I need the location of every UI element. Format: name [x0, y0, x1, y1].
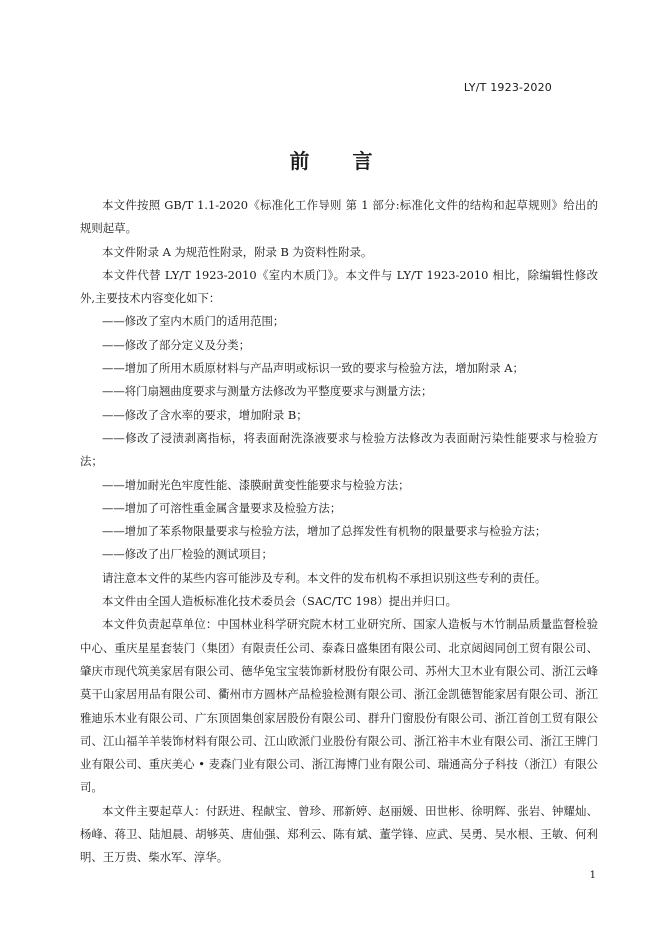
change-item: ——修改了出厂检验的测试项目； — [102, 547, 273, 562]
paragraph-drafters: 本文件主要起草人：付跃进、程献宝、曾珍、邢新婷、赵丽媛、田世彬、徐明辉、张岩、钟耀灿、杨峰、蒋卫、陆旭晨、胡够英、唐仙强、郑利云、陈有斌、董学锋、应武、吴勇、吴水根、王敏、何利明、王万贵、柴水军、淳华。 — [80, 803, 598, 865]
paragraph-replaces: 本文件代替 LY/T 1923-2010《室内木质门》。本文件与 LY/T 1923-2010 相比，除编辑性修改外,主要技术内容变化如下： — [80, 267, 598, 306]
paragraph-appendix: 本文件附录 A 为规范性附录，附录 B 为资料性附录。 — [102, 244, 373, 259]
paragraph-proposer: 本文件由全国人造板标准化技术委员会（SAC/TC 198）提出并归口。 — [102, 594, 458, 609]
page-number: 1 — [589, 870, 596, 881]
change-item: ——修改了浸渍剥离指标，将表面耐洗涤液要求与检验方法修改为表面耐污染性能要求与检验方法； — [80, 430, 598, 469]
change-item: ——将门扇翘曲度要求与测量方法修改为平整度要求与测量方法； — [102, 384, 433, 399]
paragraph-drafting-units: 本文件负责起草单位：中国林业科学研究院木材工业研究所、国家人造板与木竹制品质量监督检验中心、重庆星星套装门（集团）有限责任公司、泰森日盛集团有限公司、北京闼闼同创工贸有限公司、肇庆市现代筑美家居有限公司、德华兔宝宝装饰新材股份有限公司、苏州大卫木业有限公司、浙江云峰莫干山家居用品有限公司、衢州市方圆林产品检验检测有限公司、浙江金凯德智能家居有限公司、浙江雅迪乐木业有限公司、广东顶固集创家居股份有限公司、群升门窗股份有限公司、浙江首创工贸有限公司、江山福羊羊装饰材料有限公司、江山欧派门业股份有限公司、浙江裕丰木业有限公司、浙江王牌门业有限公司、重庆美心 • 麦森门业有限公司、浙江海博门业有限公司、瑞通高分子科技（浙江）有限公司。 — [80, 617, 598, 795]
page-title: 前 言 — [289, 149, 391, 173]
paragraph-patent-notice: 请注意本文件的某些内容可能涉及专利。本文件的发布机构不承担识别这些专利的责任。 — [102, 570, 547, 585]
change-item: ——增加了所用木质原材料与产品声明或标识一致的要求与检验方法，增加附录 A； — [102, 361, 524, 376]
change-item: ——修改了室内木质门的适用范围； — [102, 314, 285, 329]
change-item: ——修改了含水率的要求，增加附录 B； — [102, 407, 308, 422]
change-item: ——增加耐光色牢度性能、漆膜耐黄变性能要求与检验方法； — [102, 477, 410, 492]
foreword-body — [80, 194, 598, 870]
change-item: ——增加了苯系物限量要求与检验方法，增加了总挥发性有机物的限量要求与检验方法； — [102, 524, 547, 539]
change-item: ——增加了可溶性重金属含量要求及检验方法； — [102, 500, 342, 515]
paragraph-drafting-rules: 本文件按照 GB/T 1.1-2020《标准化工作导则 第 1 部分:标准化文件的结构和起草规则》给出的规则起草。 — [80, 198, 598, 236]
change-item: ——修改了部分定义及分类； — [102, 337, 251, 352]
standard-code: LY/T 1923-2020 — [463, 81, 552, 94]
